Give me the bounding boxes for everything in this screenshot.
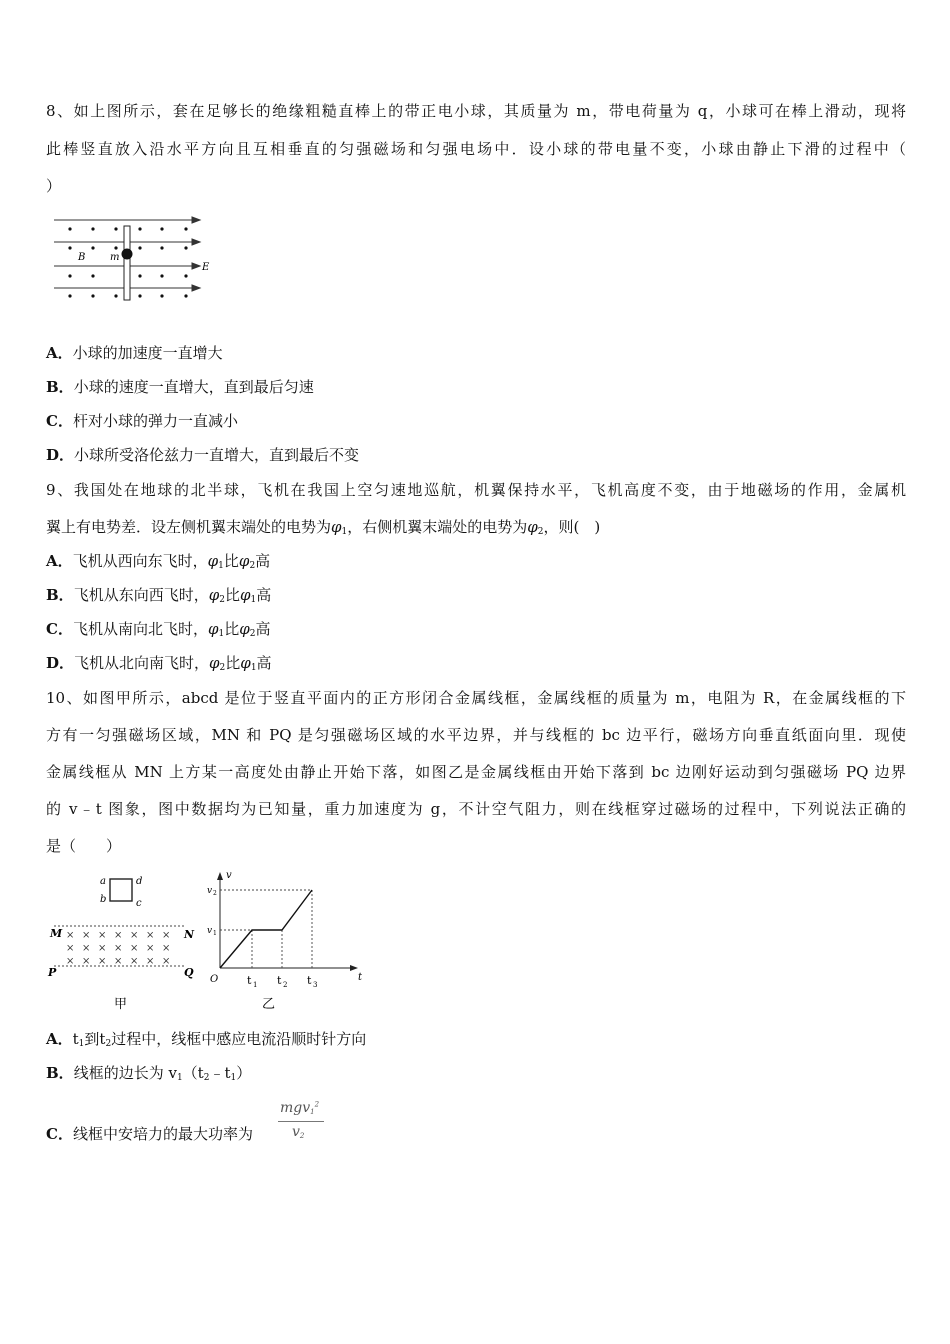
svg-text:×: × — [130, 956, 139, 967]
q8-option-b: B．小球的速度一直增大，直到最后匀速 — [46, 378, 314, 396]
svg-text:×: × — [98, 930, 107, 941]
label-E: E — [202, 262, 210, 273]
svg-text:t: t — [277, 974, 282, 987]
q8-option-d: D．小球所受洛伦兹力一直增大，直到最后不变 — [46, 446, 360, 464]
label-m: m — [110, 252, 120, 263]
svg-text:v: v — [207, 926, 213, 936]
svg-text:×: × — [98, 956, 107, 967]
svg-text:v: v — [207, 886, 213, 896]
svg-text:×: × — [146, 930, 155, 941]
svg-text:×: × — [82, 943, 91, 954]
q8-stem-line3: ） — [46, 177, 62, 195]
q8-stem-line2: 此棒竖直放入沿水平方向且互相垂直的匀强磁场和匀强电场中．设小球的带电量不变，小球由静止下滑的过程中（ — [46, 140, 906, 158]
svg-text:×: × — [162, 930, 171, 941]
q10-stem-line1: 10、如图甲所示，abcd 是位于竖直平面内的正方形闭合金属线框，金属线框的质量为 m，电阻为 R，在金属线框的下 — [46, 689, 906, 707]
q10-stem-line2: 方有一匀强磁场区域，MN 和 PQ 是匀强磁场区域的水平边界，并与线框的 bc 边平行，磁场方向垂直纸面向里．现使 — [46, 726, 906, 744]
svg-text:×: × — [114, 930, 123, 941]
q8-stem-line1: 8、如上图所示，套在足够长的绝缘粗糙直棒上的带正电小球，其质量为 m，带电荷量为 q，小球可在棒上滑动，现将 — [46, 102, 906, 120]
svg-text:v: v — [226, 870, 232, 881]
svg-text:2: 2 — [283, 981, 288, 989]
svg-text:a: a — [100, 876, 106, 887]
q10-figure-yi — [204, 868, 364, 1018]
q10-stem-line4: 的 v﹣t 图象，图中数据均为已知量，重力加速度为 g，不计空气阻力，则在线框穿过磁场的过程中，下列说法正确的 — [46, 800, 906, 818]
caption-jia: 甲 — [114, 997, 128, 1012]
svg-text:c: c — [136, 898, 142, 909]
svg-text:×: × — [66, 930, 75, 941]
q9-option-b: B．飞机从东向西飞时，$\varphi_2$比$\varphi_1$高 — [46, 586, 272, 605]
q8-option-a: A．小球的加速度一直增大 — [46, 344, 223, 362]
caption-yi: 乙 — [262, 997, 276, 1012]
svg-text:1: 1 — [213, 930, 217, 937]
svg-text:×: × — [66, 943, 75, 954]
q10-stem-line3: 金属线框从 MN 上方某一高度处由静止开始下落，如图乙是金属线框由开始下落到 bc 边刚好运动到匀强磁场 PQ 边界 — [46, 763, 906, 781]
fraction-numerator: mgv$_1^2$ — [280, 1100, 320, 1116]
svg-text:×: × — [130, 930, 139, 941]
q8-field-figure — [48, 210, 218, 310]
svg-text:t: t — [247, 974, 252, 987]
fraction-bar — [278, 1121, 324, 1122]
svg-text:×: × — [146, 956, 155, 967]
svg-text:N: N — [184, 928, 195, 941]
svg-text:×: × — [114, 956, 123, 967]
svg-text:×: × — [162, 956, 171, 967]
svg-text:t: t — [307, 974, 312, 987]
svg-text:3: 3 — [313, 981, 318, 989]
svg-text:d: d — [136, 876, 143, 887]
q9-option-a: A．飞机从西向东飞时，$\varphi_1$比$\varphi_2$高 — [46, 552, 271, 571]
square-loop — [110, 879, 132, 901]
svg-text:×: × — [82, 956, 91, 967]
charged-ball — [122, 249, 133, 260]
v-t-graph-line — [220, 890, 312, 968]
q9-stem-line1: 9、我国处在地球的北半球，飞机在我国上空匀速地巡航，机翼保持水平，飞机高度不变，由于地磁场的作用，金属机 — [46, 481, 906, 499]
q10-option-b: B．线框的边长为 $v_1(t_2﹣t_1)$ — [46, 1064, 252, 1083]
svg-text:2: 2 — [213, 890, 217, 897]
svg-text:M: M — [50, 927, 63, 940]
q8-option-c: C．杆对小球的弹力一直减小 — [46, 412, 238, 430]
svg-text:×: × — [82, 930, 91, 941]
label-B: B — [78, 252, 86, 263]
q10-figure-jia — [44, 868, 204, 1018]
svg-text:t: t — [358, 972, 363, 983]
svg-text:b: b — [100, 894, 107, 905]
svg-text:×: × — [114, 943, 123, 954]
insulating-rod — [124, 226, 130, 300]
q9-option-d: D．飞机从北向南飞时，$\varphi_2$比$\varphi_1$高 — [46, 654, 272, 673]
svg-text:×: × — [98, 943, 107, 954]
q10-option-c: C．线框中安培力的最大功率为 — [46, 1125, 253, 1143]
q10-stem-line5: 是（ ） — [46, 837, 122, 855]
svg-text:P: P — [48, 966, 57, 979]
svg-text:×: × — [146, 943, 155, 954]
q9-stem-line2: 翼上有电势差．设左侧机翼末端处的电势为$\varphi_1$，右侧机翼末端处的电势为$\varphi_2$，则( ) — [46, 518, 601, 537]
svg-text:1: 1 — [253, 981, 258, 989]
fraction-denominator: $v_2$ — [292, 1124, 305, 1140]
q10-option-a: A．$t_1$到$t_2$过程中，线框中感应电流沿顺时针方向 — [46, 1030, 367, 1049]
svg-text:Q: Q — [184, 966, 194, 979]
q9-option-c: C．飞机从南向北飞时，$\varphi_1$比$\varphi_2$高 — [46, 620, 271, 639]
svg-text:×: × — [130, 943, 139, 954]
svg-text:×: × — [162, 943, 171, 954]
svg-text:O: O — [210, 974, 219, 985]
svg-text:×: × — [66, 956, 75, 967]
